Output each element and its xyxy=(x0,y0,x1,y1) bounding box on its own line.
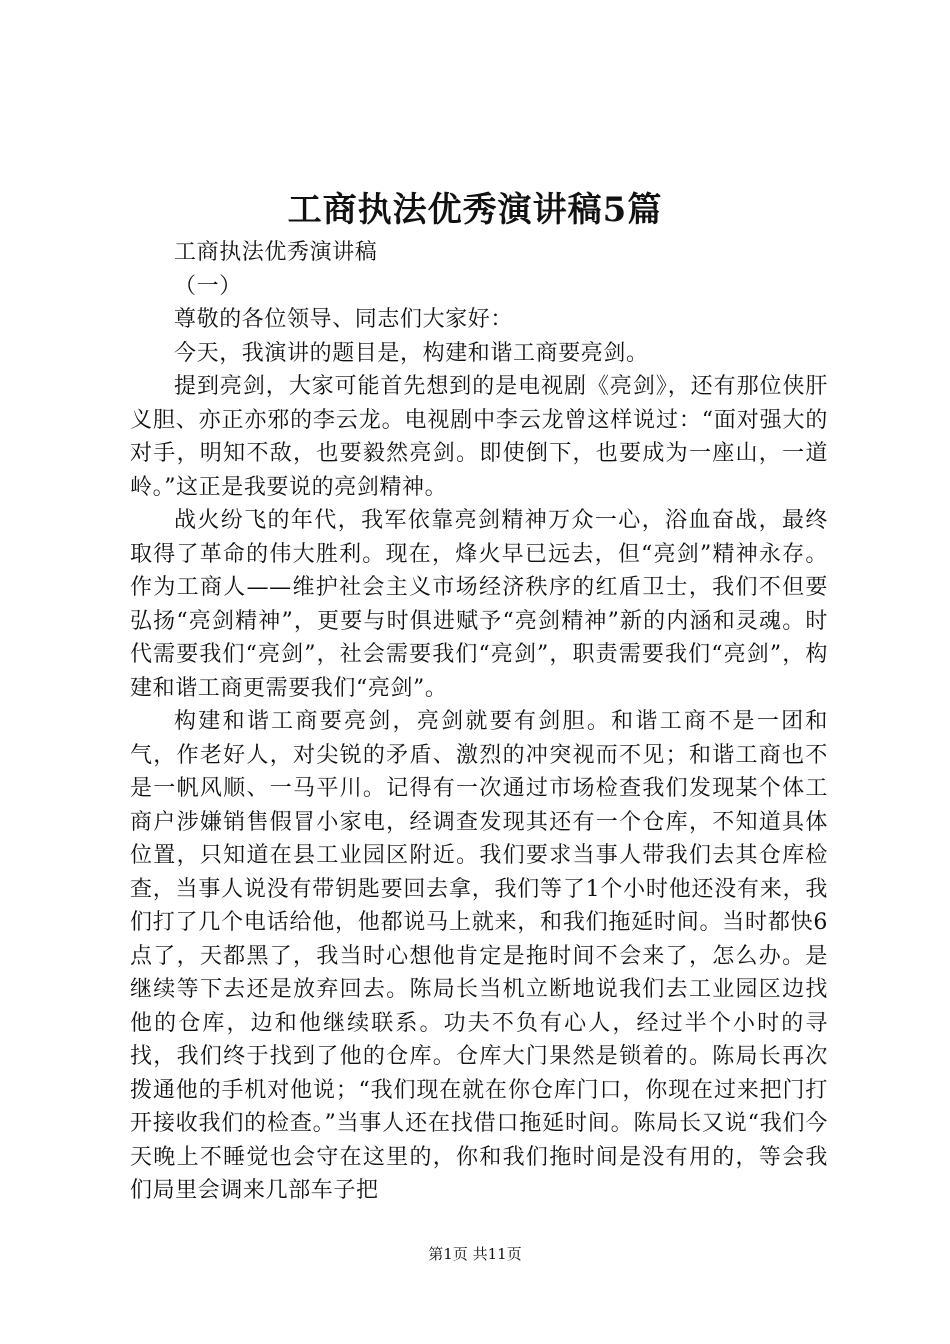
salutation-paragraph: 尊敬的各位领导、同志们大家好： xyxy=(174,307,514,332)
subtitle-paragraph: 工商执法优秀演讲稿 xyxy=(174,240,378,265)
section-number: （一） xyxy=(174,273,242,299)
document-body xyxy=(130,236,828,1208)
body-paragraph: 构建和谐工商要亮剑，亮剑就要有剑胆。和谐工商不是一团和气，作老好人，对尖锐的矛盾、激烈的冲突视而不见；和谐工商也不是一帆风顺、一马平川。记得有一次通过市场检查我们发现某个体工商户涉嫌销售假冒小家电，经调查发现其还有一个仓库，不知道具体位置，只知道在县工业园区附近。我们要求当事人带我们去其仓库检查，当事人说没有带钥匙要回去拿，我们等了1个小时他还没有来，我们打了几个电话给他，他都说马上就来，和我们拖延时间。当时都快6点了，天都黑了，我当时心想他肯定是拖时间不会来了，怎么办。是继续等下去还是放弃回去。陈局长当机立断地说我们去工业园区边找他的仓库，边和他继续联系。功夫不负有心人，经过半个小时的寻找，我们终于找到了他的仓库。仓库大门果然是锁着的。陈局长再次拨通他的手机对他说；“我们现在就在你仓库门口，你现在过来把门打开接收我们的检查。”当事人还在找借口拖延时间。陈局长又说“我们今天晚上不睡觉也会守在这里的，你和我们拖时间是没有用的，等会我们局里会调来几部车子把 xyxy=(130,709,828,1203)
document-title: 工商执法优秀演讲稿5篇 xyxy=(287,190,663,230)
body-paragraph: 战火纷飞的年代，我军依靠亮剑精神万众一心，浴血奋战，最终取得了革命的伟大胜利。现在，烽火早已远去，但“亮剑”精神永存。作为工商人——维护社会主义市场经济秩序的红盾卫士，我们不但要弘扬“亮剑精神”，更要与时俱进赋予“亮剑精神”新的内涵和灵魂。时代需要我们“亮剑”，社会需要我们“亮剑”，职责需要我们“亮剑”，构建和谐工商更需要我们“亮剑”。 xyxy=(130,508,828,701)
topic-paragraph: 今天，我演讲的题目是，构建和谐工商要亮剑。 xyxy=(174,340,649,366)
page-footer: 第1页 共11页 xyxy=(428,1245,522,1263)
body-paragraph: 提到亮剑，大家可能首先想到的是电视剧《亮剑》，还有那位侠肝义胆、亦正亦邪的李云龙。电视剧中李云龙曾这样说过：“面对强大的对手，明知不敌，也要毅然亮剑。即使倒下，也要成为一座山，一道岭。”这正是我要说的亮剑精神。 xyxy=(130,374,828,500)
